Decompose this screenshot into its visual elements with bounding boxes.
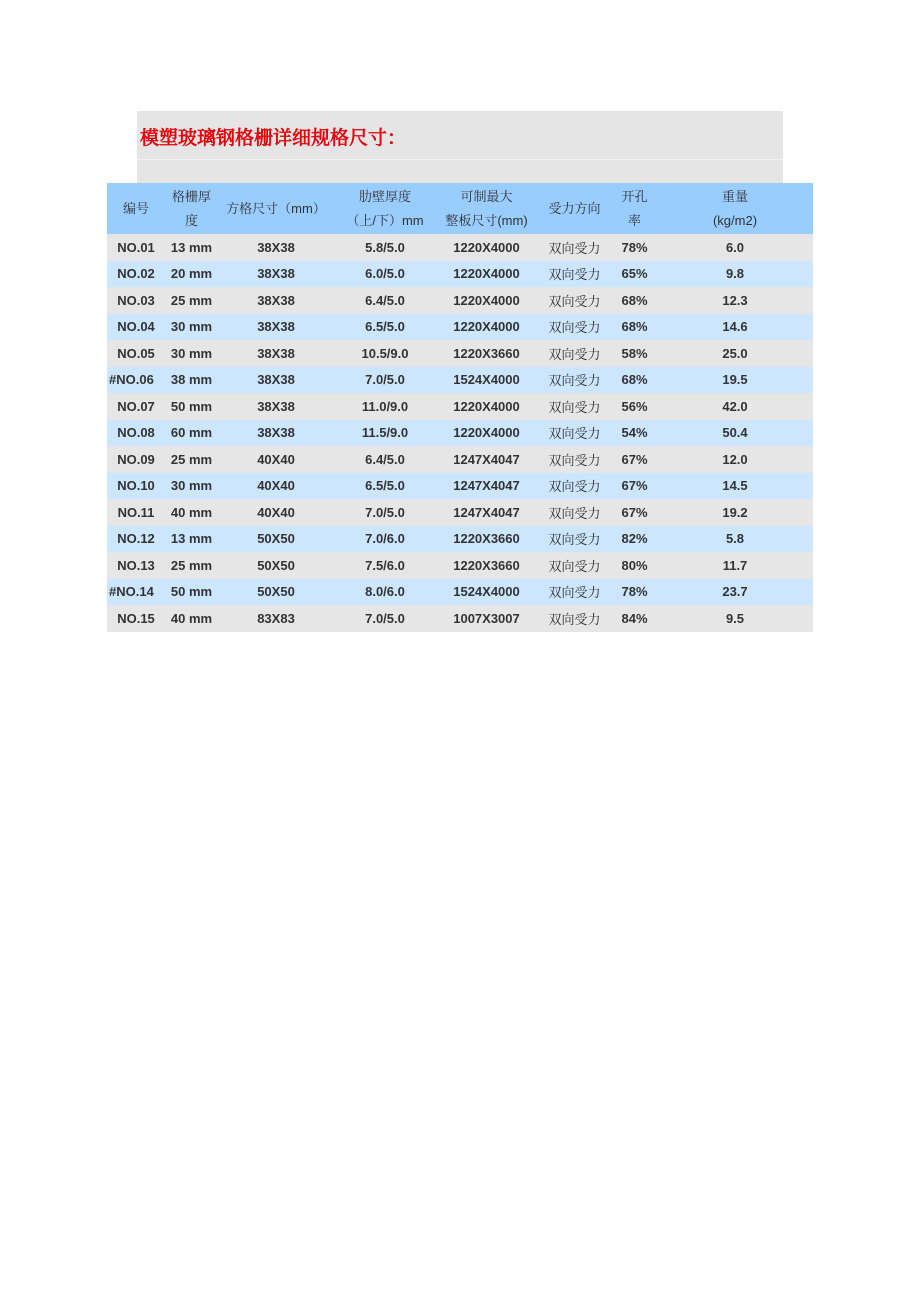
- cell-load-direction: 双向受力: [548, 426, 601, 442]
- cell-rib-thickness: 11.5/9.0: [361, 425, 409, 441]
- cell-id: #NO.14: [109, 584, 154, 600]
- cell-open-area: 80%: [621, 557, 648, 573]
- cell-max-panel-size: 1220X3660: [453, 531, 520, 547]
- header-mesh-size: 方格尺寸（mm）: [226, 200, 326, 216]
- cell-thickness: 25 mm: [170, 451, 213, 467]
- cell-thickness: 40 mm: [170, 504, 213, 520]
- cell-id: NO.09: [117, 451, 155, 467]
- cell-load-direction: 双向受力: [548, 585, 601, 601]
- cell-load-direction: 双向受力: [548, 399, 601, 415]
- cell-max-panel-size: 1524X4000: [453, 372, 520, 388]
- cell-id: NO.04: [117, 319, 155, 335]
- cell-rib-thickness: 7.0/5.0: [365, 372, 405, 388]
- cell-max-panel-size: 1247X4047: [453, 451, 520, 467]
- cell-max-panel-size: 1220X4000: [453, 266, 520, 282]
- table-row: [107, 314, 813, 341]
- cell-max-panel-size: 1007X3007: [453, 610, 520, 626]
- table-row: [107, 605, 813, 632]
- cell-open-area: 84%: [621, 610, 648, 626]
- cell-weight: 23.7: [722, 584, 748, 600]
- title-box: [137, 111, 783, 183]
- cell-load-direction: 双向受力: [548, 532, 601, 548]
- cell-thickness: 20 mm: [170, 266, 213, 282]
- table-row: [107, 287, 813, 314]
- header-open-area: 开孔 率: [621, 188, 648, 228]
- cell-thickness: 30 mm: [170, 319, 213, 335]
- header-load-direction: 受力方向: [548, 200, 601, 216]
- table-row: [107, 420, 813, 447]
- cell-weight: 50.4: [722, 425, 748, 441]
- cell-max-panel-size: 1220X4000: [453, 239, 520, 255]
- cell-load-direction: 双向受力: [548, 293, 601, 309]
- cell-mesh-size: 83X83: [257, 610, 295, 626]
- cell-thickness: 50 mm: [170, 398, 213, 414]
- cell-max-panel-size: 1247X4047: [453, 504, 520, 520]
- cell-rib-thickness: 10.5/9.0: [361, 345, 409, 361]
- cell-thickness: 30 mm: [170, 478, 213, 494]
- cell-id: NO.13: [117, 557, 155, 573]
- cell-rib-thickness: 11.0/9.0: [361, 398, 409, 414]
- cell-max-panel-size: 1220X4000: [453, 425, 520, 441]
- cell-load-direction: 双向受力: [548, 346, 601, 362]
- cell-open-area: 56%: [621, 398, 648, 414]
- cell-rib-thickness: 7.0/5.0: [365, 504, 405, 520]
- cell-mesh-size: 38X38: [257, 319, 295, 335]
- cell-rib-thickness: 6.5/5.0: [365, 478, 405, 494]
- cell-mesh-size: 50X50: [257, 531, 295, 547]
- cell-weight: 12.0: [722, 451, 748, 467]
- cell-weight: 14.6: [722, 319, 748, 335]
- cell-thickness: 13 mm: [170, 531, 213, 547]
- cell-id: NO.03: [117, 292, 155, 308]
- cell-mesh-size: 40X40: [257, 451, 295, 467]
- spec-table: [107, 183, 813, 632]
- cell-mesh-size: 38X38: [257, 345, 295, 361]
- cell-open-area: 54%: [621, 425, 648, 441]
- table-row: [107, 393, 813, 420]
- cell-max-panel-size: 1220X3660: [453, 345, 520, 361]
- header-thickness: 格栅厚 度: [171, 188, 211, 228]
- table-row: [107, 526, 813, 553]
- cell-max-panel-size: 1247X4047: [453, 478, 520, 494]
- cell-max-panel-size: 1524X4000: [453, 584, 520, 600]
- cell-rib-thickness: 6.4/5.0: [365, 451, 405, 467]
- cell-load-direction: 双向受力: [548, 611, 601, 627]
- cell-id: NO.07: [117, 398, 155, 414]
- cell-open-area: 82%: [621, 531, 648, 547]
- cell-weight: 19.2: [722, 504, 748, 520]
- cell-max-panel-size: 1220X3660: [453, 557, 520, 573]
- cell-rib-thickness: 7.0/5.0: [365, 610, 405, 626]
- cell-rib-thickness: 6.4/5.0: [365, 292, 405, 308]
- cell-mesh-size: 38X38: [257, 292, 295, 308]
- cell-open-area: 67%: [621, 451, 648, 467]
- cell-max-panel-size: 1220X4000: [453, 292, 520, 308]
- table-row: [107, 261, 813, 288]
- cell-rib-thickness: 6.0/5.0: [365, 266, 405, 282]
- cell-id: NO.02: [117, 266, 155, 282]
- cell-weight: 9.5: [725, 610, 745, 626]
- cell-weight: 5.8: [725, 531, 745, 547]
- table-row: [107, 499, 813, 526]
- cell-rib-thickness: 7.0/6.0: [365, 531, 405, 547]
- cell-rib-thickness: 6.5/5.0: [365, 319, 405, 335]
- header-row: [107, 183, 813, 234]
- table-body: [107, 234, 813, 632]
- cell-weight: 9.8: [725, 266, 745, 282]
- document-title: 模塑玻璃钢格栅详细规格尺寸：: [140, 127, 407, 149]
- cell-open-area: 67%: [621, 478, 648, 494]
- cell-open-area: 67%: [621, 504, 648, 520]
- cell-open-area: 65%: [621, 266, 648, 282]
- cell-mesh-size: 40X40: [257, 478, 295, 494]
- cell-thickness: 60 mm: [170, 425, 213, 441]
- cell-weight: 6.0: [725, 239, 745, 255]
- cell-open-area: 78%: [621, 584, 648, 600]
- cell-thickness: 13 mm: [170, 239, 213, 255]
- cell-weight: 25.0: [722, 345, 748, 361]
- cell-load-direction: 双向受力: [548, 320, 601, 336]
- cell-mesh-size: 38X38: [257, 425, 295, 441]
- cell-thickness: 40 mm: [170, 610, 213, 626]
- cell-id: NO.10: [117, 478, 155, 494]
- header-weight: 重量 (kg/m2): [712, 188, 758, 228]
- header-rib-thickness: 肋壁厚度 （上/下）mm: [346, 188, 424, 228]
- cell-mesh-size: 50X50: [257, 557, 295, 573]
- table-row: [107, 367, 813, 394]
- cell-load-direction: 双向受力: [548, 267, 601, 283]
- cell-id: NO.01: [117, 239, 155, 255]
- table-row: [107, 579, 813, 606]
- cell-weight: 19.5: [722, 372, 748, 388]
- table-header: [107, 183, 813, 234]
- cell-id: NO.15: [117, 610, 155, 626]
- cell-mesh-size: 38X38: [257, 239, 295, 255]
- cell-open-area: 68%: [621, 292, 648, 308]
- table-row: [107, 234, 813, 261]
- cell-weight: 14.5: [722, 478, 748, 494]
- cell-thickness: 38 mm: [170, 372, 213, 388]
- cell-mesh-size: 40X40: [257, 504, 295, 520]
- table-row: [107, 340, 813, 367]
- cell-id: #NO.06: [109, 372, 154, 388]
- table-row: [107, 446, 813, 473]
- cell-thickness: 25 mm: [170, 557, 213, 573]
- cell-load-direction: 双向受力: [548, 479, 601, 495]
- cell-weight: 42.0: [722, 398, 748, 414]
- table-row: [107, 473, 813, 500]
- cell-max-panel-size: 1220X4000: [453, 398, 520, 414]
- cell-weight: 12.3: [722, 292, 748, 308]
- cell-mesh-size: 38X38: [257, 372, 295, 388]
- cell-rib-thickness: 8.0/6.0: [365, 584, 405, 600]
- cell-open-area: 78%: [621, 239, 648, 255]
- cell-mesh-size: 38X38: [257, 266, 295, 282]
- cell-load-direction: 双向受力: [548, 452, 601, 468]
- cell-id: NO.12: [117, 531, 155, 547]
- cell-rib-thickness: 5.8/5.0: [365, 239, 405, 255]
- header-id: 编号: [122, 200, 149, 216]
- cell-mesh-size: 38X38: [257, 398, 295, 414]
- cell-load-direction: 双向受力: [548, 373, 601, 389]
- cell-open-area: 68%: [621, 319, 648, 335]
- table-row: [107, 552, 813, 579]
- cell-load-direction: 双向受力: [548, 505, 601, 521]
- cell-rib-thickness: 7.5/6.0: [365, 557, 405, 573]
- cell-load-direction: 双向受力: [548, 558, 601, 574]
- cell-open-area: 58%: [621, 345, 648, 361]
- cell-id: NO.11: [117, 504, 155, 520]
- cell-thickness: 50 mm: [170, 584, 213, 600]
- cell-open-area: 68%: [621, 372, 648, 388]
- header-max-panel-size: 可制最大 整板尺寸(mm): [445, 188, 528, 228]
- cell-id: NO.08: [117, 425, 155, 441]
- cell-id: NO.05: [117, 345, 155, 361]
- cell-thickness: 25 mm: [170, 292, 213, 308]
- cell-max-panel-size: 1220X4000: [453, 319, 520, 335]
- cell-mesh-size: 50X50: [257, 584, 295, 600]
- cell-weight: 11.7: [722, 557, 748, 573]
- cell-load-direction: 双向受力: [548, 240, 601, 256]
- cell-thickness: 30 mm: [170, 345, 213, 361]
